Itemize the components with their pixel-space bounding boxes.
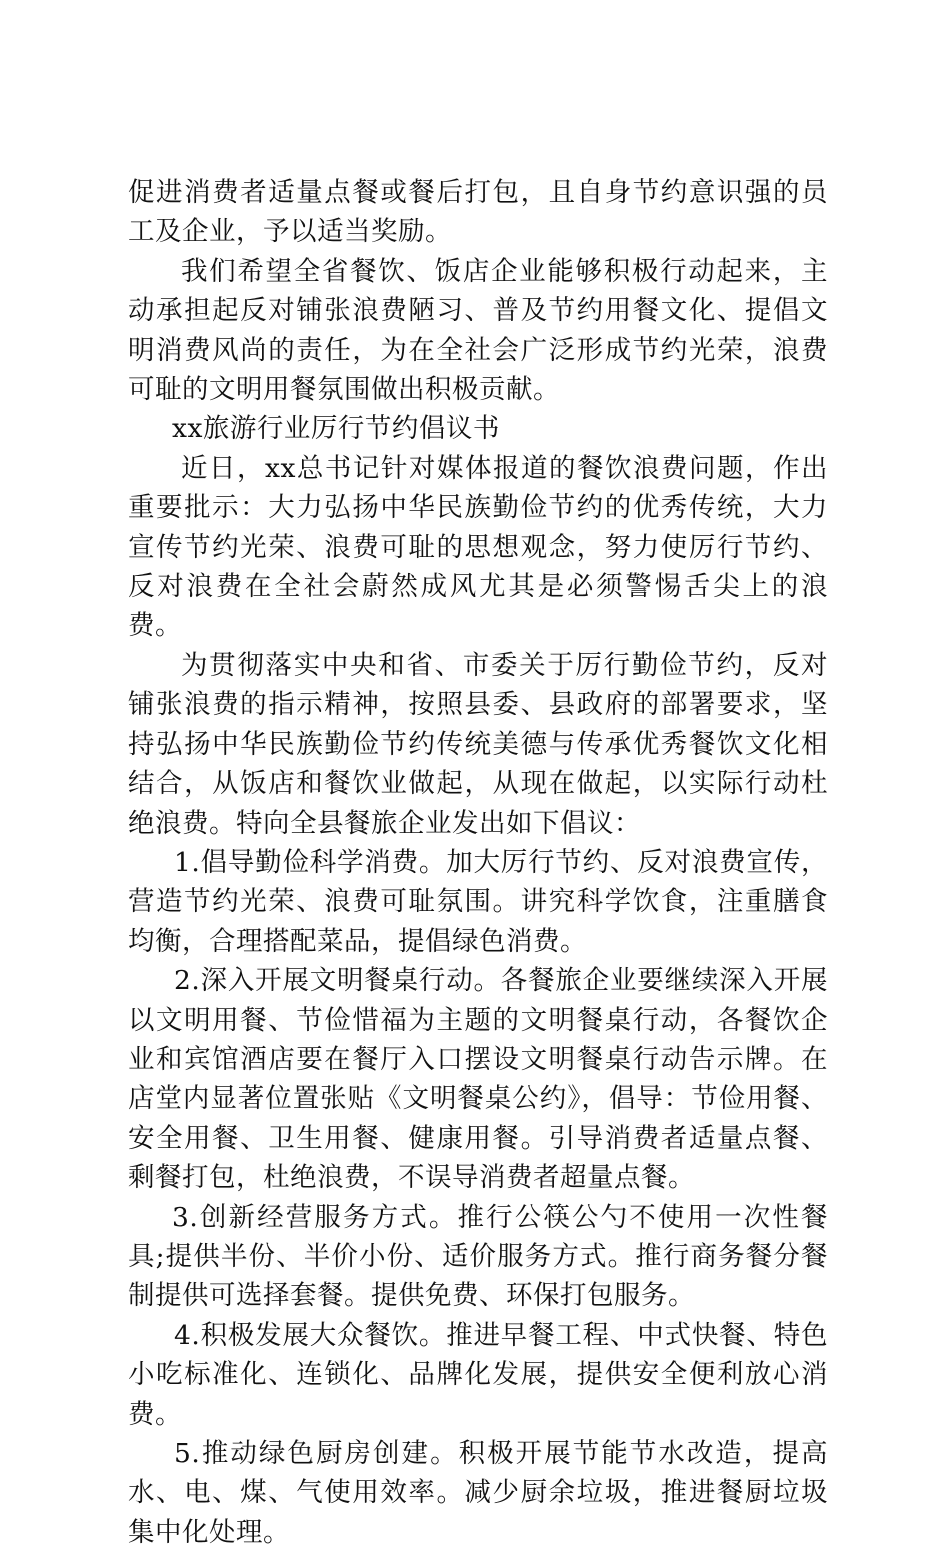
list-item-5: 5.推动绿色厨房创建。积极开展节能节水改造，提高水、电、煤、气使用效率。减少厨余垃圾，推进餐厨垃圾集中化处理。 — [128, 1438, 828, 1548]
list-item-4: 4.积极发展大众餐饮。推进早餐工程、中式快餐、特色小吃标准化、连锁化、品牌化发展，提供安全便利放心消费。 — [128, 1319, 828, 1430]
paragraph-intro: 近日，xx总书记针对媒体报道的餐饮浪费问题，作出重要批示：大力弘扬中华民族勤俭节约的优秀传统，大力宣传节约光荣、浪费可耻的思想观念，努力使厉行节约、反对浪费在全社会蔚然成风尤其是必须警惕舌尖上的浪费。 — [128, 452, 828, 642]
list-item-2: 2.深入开展文明餐桌行动。各餐旅企业要继续深入开展以文明用餐、节俭惜福为主题的文明餐桌行动，各餐饮企业和宾馆酒店要在餐厅入口摆设文明餐桌行动告示牌。在店堂内显著位置张贴《文明餐桌公约》，倡导：节俭用餐、安全用餐、卫生用餐、健康用餐。引导消费者适量点餐、剩餐打包，杜绝浪费，不误导消费者超量点餐。 — [128, 965, 828, 1194]
document-body — [128, 173, 828, 1552]
list-item-1: 1.倡导勤俭科学消费。加大厉行节约、反对浪费宣传，营造节约光荣、浪费可耻氛围。讲究科学饮食，注重膳食均衡，合理搭配菜品，提倡绿色消费。 — [128, 846, 828, 957]
paragraph-hope: 我们希望全省餐饮、饭店企业能够积极行动起来，主动承担起反对铺张浪费陋习、普及节约用餐文化、提倡文明消费风尚的责任，为在全社会广泛形成节约光荣，浪费可耻的文明用餐氛围做出积极贡献。 — [128, 255, 828, 406]
list-item-3: 3.创新经营服务方式。推行公筷公勺不使用一次性餐具;提供半份、半价小份、适价服务方式。推行商务餐分餐制提供可选择套餐。提供免费、环保打包服务。 — [128, 1201, 828, 1312]
document-heading: xx旅游行业厉行节约倡议书 — [172, 413, 500, 445]
paragraph-purpose: 为贯彻落实中央和省、市委关于厉行勤俭节约，反对铺张浪费的指示精神，按照县委、县政府的部署要求，坚持弘扬中华民族勤俭节约传统美德与传承优秀餐饮文化相结合，从饭店和餐饮业做起，从现在做起，以实际行动杜绝浪费。特向全县餐旅企业发出如下倡议： — [128, 649, 828, 839]
paragraph-reward: 促进消费者适量点餐或餐后打包，且自身节约意识强的员工及企业，予以适当奖励。 — [128, 177, 828, 248]
